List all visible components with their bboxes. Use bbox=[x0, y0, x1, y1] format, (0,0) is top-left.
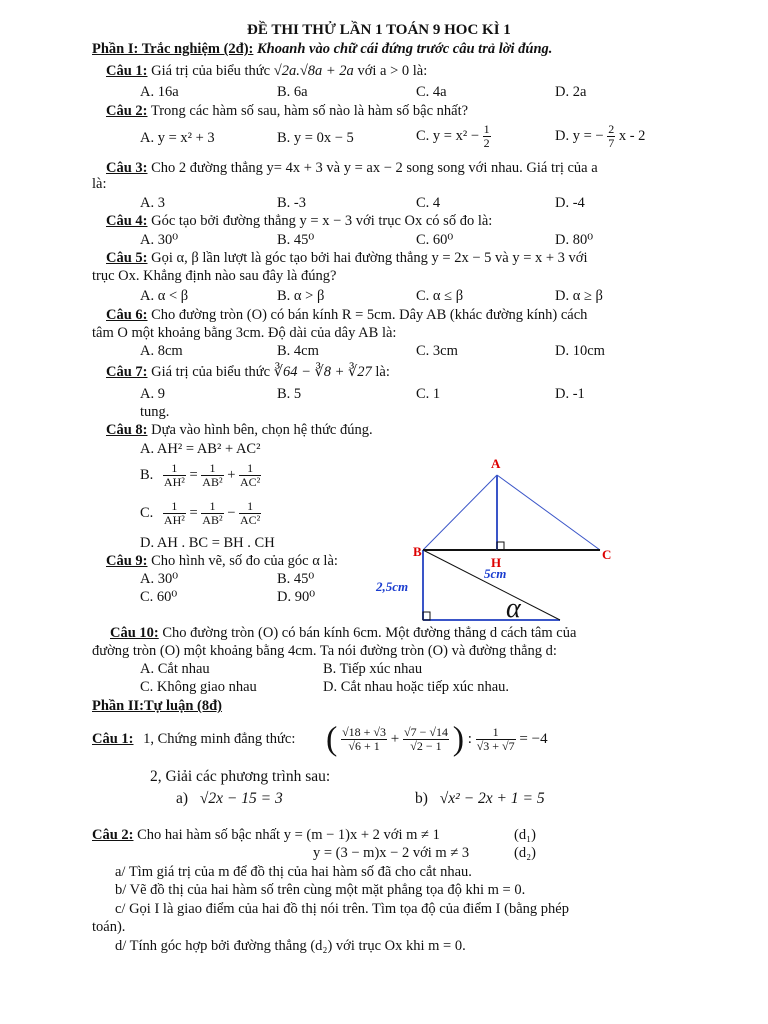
q6-text: Cho đường tròn (O) có bán kính R = 5cm. Dây AB (khác đường kính) cách bbox=[151, 307, 588, 323]
q8-b-frac-1: $\frac{1}{\text{AH²}}$ bbox=[163, 461, 185, 489]
q4-option-a[interactable]: A. 30⁰ bbox=[140, 232, 179, 248]
essay-q1-label: Câu 1: bbox=[92, 731, 134, 747]
essay-q2-d1: (d₁) bbox=[514, 827, 536, 843]
label-2-5cm: 2,5cm bbox=[376, 579, 409, 594]
q4-option-b[interactable]: B. 45⁰ bbox=[277, 232, 315, 248]
q2-option-d[interactable] bbox=[555, 123, 645, 150]
essay-q2-line2: y = (3 − m)x − 2 với m ≠ 3 bbox=[313, 845, 470, 861]
q1-condition: với a > 0 là: bbox=[357, 63, 428, 79]
essay-q2-label: Câu 2: bbox=[92, 827, 134, 843]
q5-option-c[interactable]: C. α ≤ β bbox=[416, 288, 464, 304]
label-alpha: α bbox=[506, 593, 521, 624]
essay-q2-d2: (d₂) bbox=[514, 845, 536, 861]
q4-stem bbox=[106, 213, 492, 230]
q6-option-a[interactable]: A. 8cm bbox=[140, 343, 183, 359]
q6-option-d[interactable]: D. 10cm bbox=[555, 343, 605, 359]
label-b: B bbox=[413, 544, 422, 559]
q1-option-b[interactable]: B. 6a bbox=[277, 84, 308, 100]
q9-label: Câu 9: bbox=[106, 553, 148, 569]
essay-q1-text: 1, Chứng minh đẳng thức: bbox=[143, 731, 296, 747]
q8-b-frac-3: $\frac{1}{\text{AC²}}$ bbox=[240, 461, 261, 489]
q10-option-c[interactable]: C. Không giao nhau bbox=[140, 679, 257, 695]
part1-title: Phần I: Trắc nghiệm (2đ): bbox=[92, 41, 254, 57]
q10-option-b[interactable]: B. Tiếp xúc nhau bbox=[323, 661, 423, 677]
q2-label: Câu 2: bbox=[106, 103, 148, 119]
q1-option-c[interactable]: C. 4a bbox=[416, 84, 447, 100]
q9-option-d[interactable]: D. 90⁰ bbox=[277, 589, 316, 605]
q7-text: Giá trị của biểu thức bbox=[151, 364, 271, 380]
q8-option-b-letter: B. bbox=[140, 466, 154, 483]
right-paren: ) bbox=[452, 720, 465, 758]
q5-option-a[interactable]: A. α < β bbox=[140, 288, 189, 304]
part2-heading: Phần II:Tự luận (8đ) bbox=[92, 698, 222, 714]
q9-option-a[interactable]: A. 30⁰ bbox=[140, 571, 179, 587]
q3-option-b[interactable]: B. -3 bbox=[277, 195, 306, 211]
q10-label: Câu 10: bbox=[110, 625, 159, 641]
q5-option-b[interactable]: B. α > β bbox=[277, 288, 325, 304]
essay-q2-part-c-cont: toán). bbox=[92, 919, 126, 935]
q1-option-d[interactable]: D. 2a bbox=[555, 84, 587, 100]
identity-rhs: = −4 bbox=[519, 731, 548, 747]
q8-option-a[interactable]: A. AH² = AB² + AC² bbox=[140, 441, 261, 457]
q3-option-a[interactable]: A. 3 bbox=[140, 195, 165, 211]
essay-q2-stem bbox=[92, 827, 440, 844]
q6-stem bbox=[106, 307, 587, 324]
q8-option-c[interactable]: C. $\frac{1}{\text{AH²}}$ = $\frac{1}{\text{AB²}}$ − $\frac{1}{\text{AC²}}$ bbox=[140, 499, 261, 527]
label-c: C bbox=[602, 547, 612, 562]
right-angle-mark-h bbox=[497, 542, 504, 550]
q5-option-d[interactable]: D. α ≥ β bbox=[555, 288, 603, 304]
q7-label: Câu 7: bbox=[106, 364, 148, 380]
equation-a-letter: a) bbox=[176, 790, 189, 807]
equation-a bbox=[176, 790, 283, 807]
q2-stem bbox=[106, 103, 468, 120]
q3-option-c[interactable]: C. 4 bbox=[416, 195, 441, 211]
part1-heading bbox=[92, 41, 552, 58]
q6-option-c[interactable]: C. 3cm bbox=[416, 343, 458, 359]
q9-option-c[interactable]: C. 60⁰ bbox=[140, 589, 178, 605]
q2-text: Trong các hàm số sau, hàm số nào là hàm số bậc nhất? bbox=[150, 103, 469, 119]
q3-text-cont: là: bbox=[92, 176, 107, 192]
equation-a-expr: √2x − 15 = 3 bbox=[199, 790, 283, 807]
page-title: ĐỀ THI THỬ LẦN 1 TOÁN 9 HOC KÌ 1 bbox=[247, 22, 511, 38]
q4-label: Câu 4: bbox=[106, 213, 148, 229]
essay-q1-stem bbox=[92, 731, 295, 748]
q6-option-b[interactable]: B. 4cm bbox=[277, 343, 319, 359]
equation-b-expr: √x² − 2x + 1 = 5 bbox=[439, 790, 545, 807]
q2-option-c[interactable] bbox=[416, 123, 491, 150]
q6-label: Câu 6: bbox=[106, 307, 148, 323]
q10-option-a[interactable]: A. Cắt nhau bbox=[140, 661, 210, 677]
q9-text: Cho hình vẽ, số đo của góc α là: bbox=[151, 553, 338, 569]
q7-option-d[interactable]: D. -1 bbox=[555, 386, 585, 402]
q7-option-b[interactable]: B. 5 bbox=[277, 386, 302, 402]
q1-text: Giá trị của biểu thức bbox=[151, 63, 271, 79]
q10-stem bbox=[110, 625, 576, 642]
q4-text: Góc tạo bởi đường thẳng y = x − 3 với trục Ox có số đo là: bbox=[151, 213, 493, 229]
q2-option-d-fraction: $\frac{2}{7}$ bbox=[608, 122, 615, 150]
essay-q1-identity: ( $\frac{√18 + √3}{√6 + 1}$ + $\frac{√7 - √14}{√2 - 1}$ ) : $\frac{1}{√3 + √7}$ = −4 bbox=[326, 720, 548, 758]
q2-option-b[interactable]: B. y = 0x − 5 bbox=[277, 130, 354, 146]
q2-option-a[interactable]: A. y = x² + 3 bbox=[140, 130, 215, 146]
part1-instruction: Khoanh vào chữ cái đứng trước câu trả lời đúng. bbox=[257, 41, 553, 57]
q8-c-frac-1: $\frac{1}{\text{AH²}}$ bbox=[163, 499, 185, 527]
q3-text: Cho 2 đường thẳng y= 4x + 3 và y = ax − 2 song song với nhau. Giá trị của a bbox=[151, 160, 598, 176]
q8-c-frac-3: $\frac{1}{\text{AC²}}$ bbox=[240, 499, 261, 527]
q7-expression: ∛64 − ∛8 + ∛27 bbox=[273, 364, 372, 380]
segment-ac bbox=[497, 475, 600, 550]
q2-option-d-tail: x - 2 bbox=[618, 127, 646, 144]
q8-b-frac-2: $\frac{1}{\text{AB²}}$ bbox=[202, 461, 223, 489]
q7-extra-text: tung. bbox=[140, 404, 170, 420]
essay-q2-text: Cho hai hàm số bậc nhất y = (m − 1)x + 2 với m ≠ 1 bbox=[137, 827, 440, 843]
q2-option-d-text: D. y = − bbox=[555, 127, 604, 144]
q7-option-a[interactable]: A. 9 bbox=[140, 386, 165, 402]
q7-tail: là: bbox=[375, 364, 390, 380]
q6-text-cont: tâm O một khoảng bằng 3cm. Độ dài của dây AB là: bbox=[92, 325, 397, 341]
q1-expression: √2a.√8a + 2a bbox=[273, 63, 354, 79]
q1-label: Câu 1: bbox=[106, 63, 148, 79]
identity-frac-3: $\frac{1}{√3 + √7}$ bbox=[476, 725, 515, 754]
q8-label: Câu 8: bbox=[106, 422, 148, 438]
essay-q2-part-b: b/ Vẽ đồ thị của hai hàm số trên cùng một mặt phẳng tọa độ khi m = 0. bbox=[115, 882, 526, 898]
q8-text: Dựa vào hình bên, chọn hệ thức đúng. bbox=[151, 422, 373, 438]
label-5cm: 5cm bbox=[484, 566, 507, 581]
equation-b bbox=[415, 790, 545, 807]
left-paren: ( bbox=[326, 720, 338, 758]
q2-option-c-text: C. y = x² − bbox=[416, 127, 479, 144]
q4-option-c[interactable]: C. 60⁰ bbox=[416, 232, 454, 248]
q9-stem bbox=[106, 553, 338, 570]
q7-option-c[interactable]: C. 1 bbox=[416, 386, 441, 402]
q8-c-frac-2: $\frac{1}{\text{AB²}}$ bbox=[202, 499, 223, 527]
q5-stem bbox=[106, 250, 588, 267]
q5-text-cont: trục Ox. Khẳng định nào sau đây là đúng? bbox=[92, 268, 337, 284]
q8-stem bbox=[106, 422, 373, 439]
q2-option-c-fraction: $\frac{1}{2}$ bbox=[483, 122, 490, 150]
q5-text: Gọi α, β lần lượt là góc tạo bởi hai đường thẳng y = 2x − 5 và y = x + 3 với bbox=[151, 250, 588, 266]
q3-label: Câu 3: bbox=[106, 160, 148, 176]
essay-q2-part-a: a/ Tìm giá trị của m để đồ thị của hai hàm số đã cho cắt nhau. bbox=[115, 864, 472, 880]
q8-option-d[interactable]: D. AH . BC = BH . CH bbox=[140, 535, 275, 551]
identity-frac-1: $\frac{√18 + √3}{√6 + 1}$ bbox=[342, 725, 387, 754]
q3-option-d[interactable]: D. -4 bbox=[555, 195, 585, 211]
q9-option-b[interactable]: B. 45⁰ bbox=[277, 571, 315, 587]
equation-b-letter: b) bbox=[415, 790, 428, 807]
q10-text-cont: đường tròn (O) một khoảng bằng 4cm. Ta nói đường tròn (O) và đường thẳng d: bbox=[92, 643, 557, 659]
q1-option-a[interactable]: A. 16a bbox=[140, 84, 179, 100]
geometry-figure bbox=[360, 455, 640, 635]
segment-ab bbox=[423, 475, 497, 550]
essay-q2-part-d: d/ Tính góc hợp bởi đường thẳng (d₂) với trục Ox khi m = 0. bbox=[115, 938, 466, 954]
q3-stem bbox=[106, 160, 598, 177]
q8-option-c-letter: C. bbox=[140, 504, 154, 521]
identity-frac-2: $\frac{√7 - √14}{√2 - 1}$ bbox=[404, 725, 448, 754]
q5-label: Câu 5: bbox=[106, 250, 148, 266]
essay-q2-part-c: c/ Gọi I là giao điểm của hai đồ thị nói trên. Tìm tọa độ của điểm I (bằng phép bbox=[115, 901, 569, 917]
label-h: H bbox=[491, 555, 502, 570]
q7-stem bbox=[106, 364, 390, 381]
q4-option-d[interactable]: D. 80⁰ bbox=[555, 232, 594, 248]
q10-text: Cho đường tròn (O) có bán kính 6cm. Một đường thẳng d cách tâm của bbox=[162, 625, 577, 641]
q1-stem bbox=[106, 63, 427, 80]
essay-q1-sub2: 2, Giải các phương trình sau: bbox=[150, 768, 331, 785]
q8-option-b[interactable]: B. $\frac{1}{\text{AH²}}$ = $\frac{1}{\text{AB²}}$ + $\frac{1}{\text{AC²}}$ bbox=[140, 461, 261, 489]
q10-option-d[interactable]: D. Cắt nhau hoặc tiếp xúc nhau. bbox=[323, 679, 510, 695]
label-a: A bbox=[491, 456, 501, 471]
right-angle-mark-bottom bbox=[423, 612, 430, 620]
